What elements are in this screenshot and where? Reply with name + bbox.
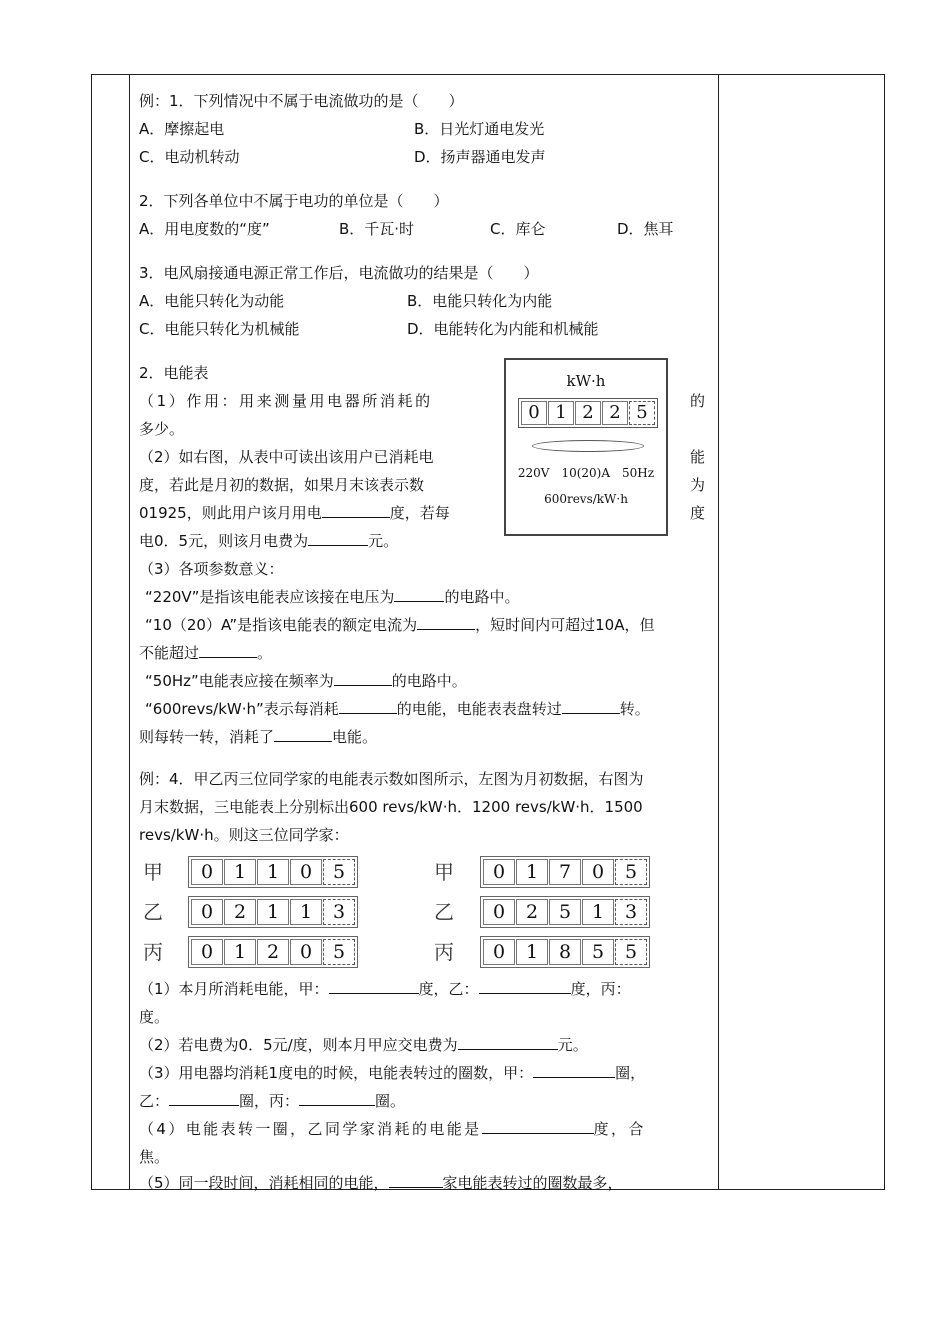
blank-max-current[interactable] <box>199 643 257 658</box>
meter-reading <box>480 896 650 928</box>
meter-digit: 0 <box>483 899 515 925</box>
meter-digit: 0 <box>483 859 515 885</box>
blank-energy[interactable] <box>339 699 397 714</box>
ex4-q1-pre: （1）本月所消耗电能，甲： <box>139 980 329 998</box>
meter-line-max-current <box>139 643 272 663</box>
meter-line-current-post: ，短时间内可超过10A，但 <box>475 616 655 634</box>
household-label: 乙 <box>434 900 454 924</box>
meter-digit: 2 <box>224 899 256 925</box>
ex4-q1 <box>139 979 631 999</box>
meter-digit: 0 <box>191 939 223 965</box>
meter-line-frequency-post: 的电路中。 <box>391 672 467 690</box>
meter-p2-line4 <box>139 531 398 551</box>
meter-p2-line4-pre: 电0．5元，则该月电费为 <box>139 532 309 550</box>
table-divider-left <box>129 75 130 1189</box>
meter-digit: 0 <box>290 859 322 885</box>
meter-digit: 1 <box>548 401 574 425</box>
blank-bing-revs[interactable] <box>299 1091 375 1106</box>
ex4-q3-post: 圈， <box>615 1064 646 1082</box>
household-label: 乙 <box>143 900 163 924</box>
ex4-q4 <box>139 1119 646 1139</box>
meter-line-current <box>145 615 655 635</box>
meter-digit: 0 <box>521 401 547 425</box>
ex2-option-c: C．库仑 <box>490 220 546 238</box>
meter-digit: 8 <box>549 939 581 965</box>
meter-digit: 1 <box>257 859 289 885</box>
ex2-option-a: A．用电度数的“度” <box>139 220 270 238</box>
ex4-q4-pre: （4）电能表转一圈，乙同学家消耗的电能是 <box>139 1120 482 1138</box>
ex4-line2: 月末数据，三电能表上分别标出600 revs/kW·h．1200 revs/kW·h．1500 <box>139 798 643 816</box>
meter-unit-label: kW·h <box>566 372 606 390</box>
ex4-q1-mid1: 度，乙： <box>418 980 479 998</box>
meter-line-220v-post: 的电路中。 <box>444 588 520 606</box>
ex4-q3-cont <box>139 1091 405 1111</box>
blank-frequency[interactable] <box>334 671 392 686</box>
blank-monthly-fee[interactable] <box>308 531 368 546</box>
meter-digit: 2 <box>602 401 628 425</box>
ex2-option-b: B．千瓦·时 <box>339 220 415 238</box>
meter-digit: 2 <box>575 401 601 425</box>
meter-digit: 3 <box>615 899 647 925</box>
meter-p2-line3-mid: 度，若每 <box>389 504 450 522</box>
meter-section-title: 2．电能表 <box>139 364 209 382</box>
meter-digit: 5 <box>615 859 647 885</box>
meter-digit: 0 <box>191 899 223 925</box>
meter-reading <box>188 856 358 888</box>
ex4-q1-mid2: 度，丙： <box>570 980 631 998</box>
meter-reading <box>480 936 650 968</box>
ex4-q1-end: 度。 <box>139 1008 170 1026</box>
meter-line-per-rev-post: 电能。 <box>332 728 378 746</box>
ex4-q2 <box>139 1035 588 1055</box>
meter-p2-tail1: 能 <box>690 448 706 466</box>
meter-line-revs-pre: “600revs/kW·h”表示每消耗 <box>145 700 339 718</box>
ex4-q5-pre: （5）同一段时间，消耗相同的电能， <box>139 1174 389 1192</box>
meter-line-per-rev <box>139 727 377 747</box>
meter-line-revs <box>145 699 650 719</box>
meter-reading <box>188 896 358 928</box>
ex4-q5 <box>139 1173 623 1193</box>
meter-digit: 5 <box>615 939 647 965</box>
meter-p1-tail: 的 <box>690 392 706 410</box>
meter-digit: 5 <box>323 859 355 885</box>
blank-most-revs-household[interactable] <box>389 1173 443 1188</box>
meter-p2-tail2: 为 <box>690 476 706 494</box>
ex3-option-d: D．电能转化为内能和机械能 <box>407 320 599 338</box>
ex4-q2-pre: （2）若电费为0．5元/度，则本月甲应交电费为 <box>139 1036 458 1054</box>
meter-digit: 5 <box>323 939 355 965</box>
meter-dial-disc <box>532 440 644 452</box>
meter-p1-line2: 多少。 <box>139 420 185 438</box>
ex4-q4-post: 度，合 <box>593 1120 646 1138</box>
ex3-option-c: C．电能只转化为机械能 <box>139 320 300 338</box>
meter-digit: 1 <box>516 939 548 965</box>
meter-p2-line4-post: 元。 <box>368 532 399 550</box>
ex4-q3-yi: 乙： <box>139 1092 170 1110</box>
ex1-option-c: C．电动机转动 <box>139 148 240 166</box>
meter-line-220v <box>145 587 519 607</box>
meter-digit: 7 <box>549 859 581 885</box>
meter-p3: （3）各项参数意义： <box>139 560 284 578</box>
meter-p1-line1: （1）作用：用来测量用电器所消耗的 <box>139 392 433 410</box>
ex3-option-b: B．电能只转化为内能 <box>407 292 553 310</box>
ex1-question: 例：1．下列情况中不属于电流做功的是（ ） <box>139 92 464 110</box>
ex1-option-b: B．日光灯通电发光 <box>414 120 545 138</box>
household-label: 甲 <box>434 860 454 884</box>
electric-meter-figure <box>504 358 668 536</box>
ex4-q2-post: 元。 <box>557 1036 588 1054</box>
ex2-question: 2．下列各单位中不属于电功的单位是（ ） <box>139 192 449 210</box>
ex4-q3-pre: （3）用电器均消耗1度电的时候，电能表转过的圈数，甲： <box>139 1064 534 1082</box>
blank-jia-energy[interactable] <box>329 979 419 994</box>
meter-digit: 2 <box>257 939 289 965</box>
blank-jia-fee[interactable] <box>458 1035 558 1050</box>
blank-voltage[interactable] <box>394 587 444 602</box>
meter-digit: 0 <box>483 939 515 965</box>
blank-yi-energy[interactable] <box>479 979 571 994</box>
meter-p2-line3 <box>139 503 450 523</box>
meter-digit: 0 <box>191 859 223 885</box>
meter-digit-display <box>518 398 658 428</box>
meter-line-frequency-pre: “50Hz”电能表应接在频率为 <box>145 672 334 690</box>
meter-digit: 2 <box>516 899 548 925</box>
blank-monthly-usage[interactable] <box>322 503 390 518</box>
meter-digit: 1 <box>224 859 256 885</box>
blank-jia-revs[interactable] <box>533 1063 615 1078</box>
ex3-option-a: A．电能只转化为动能 <box>139 292 285 310</box>
household-label: 丙 <box>434 940 454 964</box>
ex4-line1: 例：4．甲乙丙三位同学家的电能表示数如图所示，左图为月初数据，右图为 <box>139 770 644 788</box>
ex2-option-d: D．焦耳 <box>617 220 674 238</box>
ex4-q3-bing: 圈，丙： <box>239 1092 300 1110</box>
household-label: 甲 <box>143 860 163 884</box>
meter-digit: 3 <box>323 899 355 925</box>
blank-yi-energy-per-rev[interactable] <box>482 1119 594 1134</box>
meter-digit: 0 <box>290 939 322 965</box>
meter-line-frequency <box>145 671 467 691</box>
meter-p2-line2: 度，若此是月初的数据，如果月末该表示数 <box>139 476 425 494</box>
meter-digit: 1 <box>582 899 614 925</box>
blank-yi-revs[interactable] <box>169 1091 239 1106</box>
meter-line-revs-post: 转。 <box>619 700 650 718</box>
ex1-option-d: D．扬声器通电发声 <box>414 148 546 166</box>
meter-revs-spec: 600revs/kW·h <box>544 492 628 506</box>
ex4-q4-end: 焦。 <box>139 1148 170 1166</box>
ex3-question: 3．电风扇接通电源正常工作后，电流做功的结果是（ ） <box>139 264 539 282</box>
ex1-option-a: A．摩擦起电 <box>139 120 225 138</box>
ex4-line3: revs/kW·h。则这三位同学家： <box>139 826 349 844</box>
meter-digit: 0 <box>582 859 614 885</box>
meter-reading <box>188 936 358 968</box>
meter-line-220v-pre: “220V”是指该电能表应该接在电压为 <box>145 588 395 606</box>
meter-digit: 1 <box>516 859 548 885</box>
meter-p2-line3-pre: 01925，则此用户该月用电 <box>139 504 322 522</box>
meter-line-current-pre: “10（20）A”是指该电能表的额定电流为 <box>145 616 418 634</box>
meter-digit: 5 <box>629 401 655 425</box>
ex4-q3-end: 圈。 <box>375 1092 406 1110</box>
meter-digit: 1 <box>257 899 289 925</box>
meter-p2-line1: （2）如右图，从表中可读出该用户已消耗电 <box>139 448 434 466</box>
meter-digit: 5 <box>582 939 614 965</box>
meter-digit: 1 <box>290 899 322 925</box>
meter-line-max-current-pre: 不能超过 <box>139 644 200 662</box>
blank-energy-per-rev[interactable] <box>274 727 332 742</box>
blank-revolutions[interactable] <box>562 699 620 714</box>
table-divider-right <box>718 75 719 1189</box>
meter-specs: 220V 10(20)A 50Hz <box>517 466 655 480</box>
meter-line-revs-mid: 的电能，电能表表盘转过 <box>396 700 562 718</box>
meter-reading <box>480 856 650 888</box>
meter-line-per-rev-pre: 则每转一转，消耗了 <box>139 728 275 746</box>
ex4-q3 <box>139 1063 645 1083</box>
meter-p2-tail3: 度 <box>690 504 706 522</box>
meter-digit: 1 <box>224 939 256 965</box>
meter-line-max-current-post: 。 <box>257 644 273 662</box>
meter-digit: 5 <box>549 899 581 925</box>
blank-rated-current[interactable] <box>417 615 475 630</box>
ex4-q5-post: 家电能表转过的圈数最多， <box>442 1174 623 1192</box>
household-label: 丙 <box>143 940 163 964</box>
